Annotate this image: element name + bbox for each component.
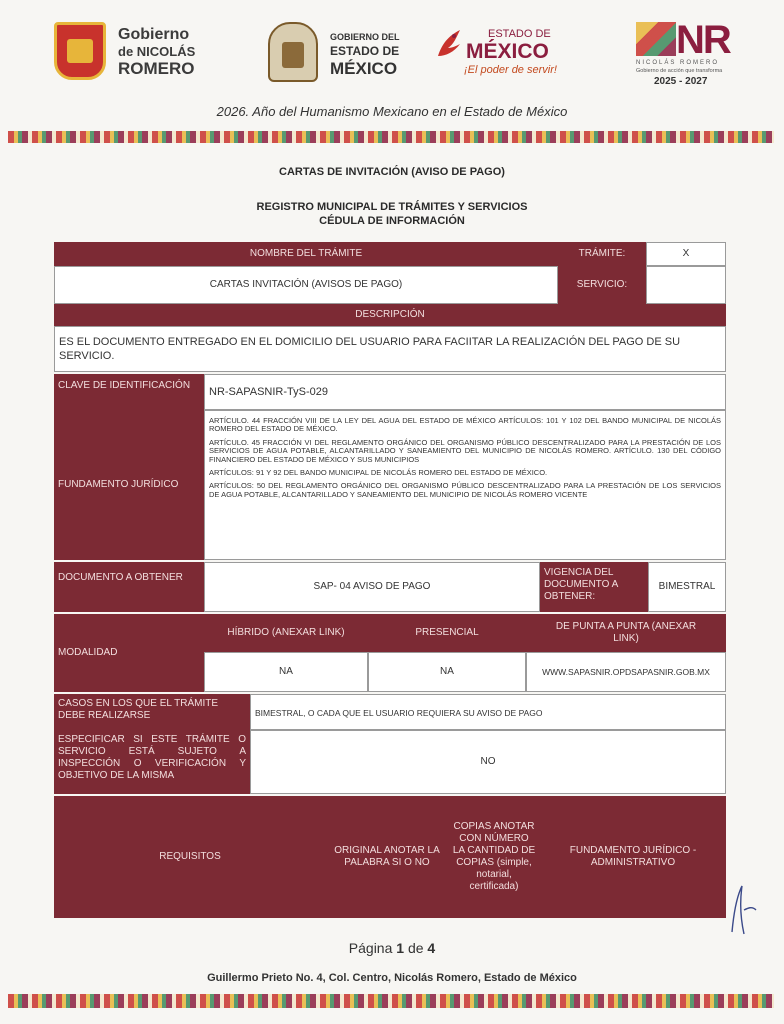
punta-label: DE PUNTA A PUNTA (ANEXAR LINK) <box>526 614 726 652</box>
fundamento-label: FUNDAMENTO JURÍDICO <box>54 410 204 560</box>
modalidad-label: MODALIDAD <box>54 614 204 692</box>
logo1-line2: de NICOLÁS <box>118 44 196 59</box>
logo2-line3: MÉXICO <box>330 59 398 78</box>
tramite-value: X <box>646 242 726 266</box>
vigencia-label: VIGENCIA DEL DOCUMENTO A OBTENER: <box>540 562 648 612</box>
copias-label: COPIAS ANOTAR CON NÚMERO LA CANTIDAD DE COPIAS (simple, notarial, certificada) <box>448 796 540 918</box>
page-number <box>0 940 784 956</box>
bird-icon <box>434 26 464 60</box>
especificar-label: ESPECIFICAR SI ESTE TRÁMITE O SERVICIO ESTÁ SUJETO A INSPECCIÓN O VERIFICACIÓN Y OBJETIVO DE LA MISMA <box>54 730 250 794</box>
requisitos-label: REQUISITOS <box>54 796 326 918</box>
tramite-label: TRÁMITE: <box>558 242 646 266</box>
nr-color-mark-icon <box>636 22 676 56</box>
page-current: 1 <box>396 940 405 956</box>
documento-label: DOCUMENTO A OBTENER <box>54 562 204 612</box>
especificar-value: NO <box>250 730 726 794</box>
nombre-header: NOMBRE DEL TRÁMITE <box>54 242 558 266</box>
document-title: CARTAS DE INVITACIÓN (AVISO DE PAGO) <box>279 166 505 178</box>
hibrido-label: HÍBRIDO (ANEXAR LINK) <box>204 614 368 652</box>
estado-mexico-logo <box>434 22 574 82</box>
fundamento-item: ARTÍCULO. 45 FRACCIÓN VI DEL REGLAMENTO ORGÁNICO DEL ORGANISMO PÚBLICO DESCENTRALIZADO PARA LA PRESTACIÓN DE LOS SERVICIOS DE AGUA POTABLE, ALCANTARILLADO Y SANEAMIENTO DEL MUNICIPIO DE NICOLÁS ROMERO. ARTÍCULO. 130 DEL CÓDIGO FINANCIERO DEL ESTADO DE MÉXICO Y SUS MUNICIPIOS <box>209 437 721 464</box>
fundamento-item: ARTÍCULOS: 91 Y 92 DEL BANDO MUNICIPAL DE NICOLÁS ROMERO DEL ESTADO DE MÉXICO. <box>209 468 548 478</box>
fundamento-item: ARTÍCULOS: 50 DEL REGLAMENTO ORGÁNICO DEL ORGANISMO PÚBLICO DESCENTRALIZADO PARA LA PRESTACIÓN DE LOS SERVICIOS DE AGUA POTABLE, ALCANTARILLADO Y SANEAMIENTO DEL MUNICIPIO DE NICOLÁS ROMERO VICENTE <box>209 481 721 499</box>
decorative-band-top <box>8 131 774 143</box>
gobierno-estado-logo <box>268 22 418 82</box>
signature-mark-icon <box>724 880 764 940</box>
subtitle-line2: CÉDULA DE INFORMACIÓN <box>319 215 465 227</box>
logo3-line1: ESTADO DE <box>488 28 551 40</box>
page-total: 4 <box>427 940 436 956</box>
municipal-shield-icon <box>54 22 106 80</box>
casos-value: BIMESTRAL, O CADA QUE EL USUARIO REQUIERA SU AVISO DE PAGO <box>250 694 726 730</box>
logo1-line1: Gobierno <box>118 26 190 43</box>
descripcion-value: ES EL DOCUMENTO ENTREGADO EN EL DOMICILIO DEL USUARIO PARA FACIITAR LA REALIZACIÓN DEL PAGO DE SU SERVICIO. <box>54 326 726 372</box>
nicolas-romero-logo <box>54 22 214 82</box>
servicio-value <box>646 266 726 304</box>
nr-administration-logo <box>636 18 746 90</box>
clave-value: NR-SAPASNIR-TyS-029 <box>204 374 726 410</box>
logo3-line3: ¡El poder de servir! <box>464 64 557 76</box>
logo4-line1: NICOLÁS ROMERO <box>636 60 720 66</box>
punta-value: WWW.SAPASNIR.OPDSAPASNIR.GOB.MX <box>526 652 726 692</box>
casos-label: CASOS EN LOS QUE EL TRÁMITE DEBE REALIZARSE <box>54 694 250 730</box>
vigencia-value: BIMESTRAL <box>648 562 726 612</box>
fundamento-admin-label: FUNDAMENTO JURÍDICO - ADMINISTRATIVO <box>540 796 726 918</box>
fundamento-item: ARTÍCULO. 44 FRACCIÓN VIII DE LA LEY DEL AGUA DEL ESTADO DE MÉXICO ARTÍCULOS: 101 Y 102 DEL BANDO MUNICIPAL DE NICOLÁS ROMERO DEL ESTADO DE MÉXICO. <box>209 416 721 434</box>
fundamento-value <box>204 410 726 560</box>
logo2-line2: ESTADO DE <box>330 44 400 58</box>
descripcion-header: DESCRIPCIÓN <box>54 304 726 326</box>
logo4-years: 2025 - 2027 <box>654 76 708 87</box>
logo4-line2: Gobierno de acción que transforma <box>636 68 723 74</box>
clave-label: CLAVE DE IDENTIFICACIÓN <box>54 374 204 410</box>
year-motto: 2026. Año del Humanismo Mexicano en el Estado de México <box>216 104 568 119</box>
subtitle-line1: REGISTRO MUNICIPAL DE TRÁMITES Y SERVICIOS <box>256 201 528 213</box>
hibrido-value: NA <box>204 652 368 692</box>
page-prefix: Página <box>348 940 393 956</box>
document-subtitle <box>0 200 784 228</box>
state-shield-icon <box>268 22 318 82</box>
footer-address: Guillermo Prieto No. 4, Col. Centro, Nicolás Romero, Estado de México <box>207 972 577 984</box>
logo2-line1: GOBIERNO DEL <box>330 32 400 42</box>
original-label: ORIGINAL ANOTAR LA PALABRA SI O NO <box>326 796 448 918</box>
logo1-line3: ROMERO <box>118 59 195 78</box>
nr-mark: NR <box>676 18 730 62</box>
nombre-value: CARTAS INVITACIÓN (AVISOS DE PAGO) <box>54 266 558 304</box>
logo3-line2: MÉXICO <box>466 40 549 63</box>
page-of: de <box>407 940 424 956</box>
servicio-label: SERVICIO: <box>558 266 646 304</box>
decorative-band-bottom <box>8 994 774 1008</box>
presencial-label: PRESENCIAL <box>368 614 526 652</box>
documento-value: SAP- 04 AVISO DE PAGO <box>204 562 540 612</box>
presencial-value: NA <box>368 652 526 692</box>
